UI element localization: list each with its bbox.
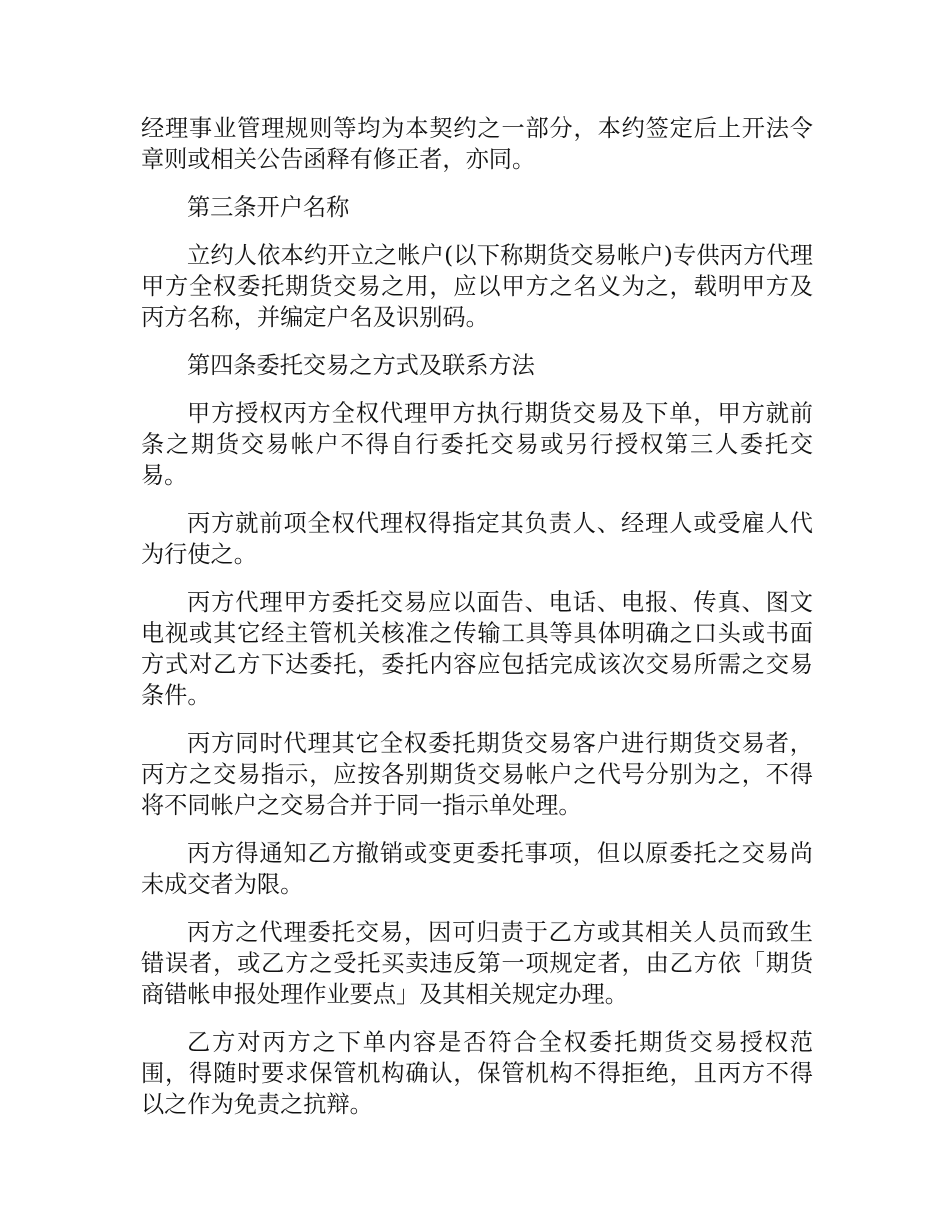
paragraph-continuation: 经理事业管理规则等均为本契约之一部分，本约签定后上开法令章则或相关公告函释有修正者，亦同。 [141,115,813,173]
article-4-paragraph-2: 丙方就前项全权代理权得指定其负责人、经理人或受雇人代为行使之。 [141,510,813,568]
article-4-heading: 第四条委托交易之方式及联系方法 [187,352,535,379]
article-4-paragraph-7: 乙方对丙方之下单内容是否符合全权委托期货交易授权范围，得随时要求保管机构确认，保管机构不得拒绝，且丙方不得以之作为免责之抗辩。 [141,1029,813,1118]
article-4-paragraph-4: 丙方同时代理其它全权委托期货交易客户进行期货交易者，丙方之交易指示，应按各别期货交易帐户之代号分别为之，不得将不同帐户之交易合并于同一指示单处理。 [141,730,813,819]
article-3-heading: 第三条开户名称 [187,194,350,221]
document-page [141,113,813,1137]
article-4-paragraph-6: 丙方之代理委托交易，因可归责于乙方或其相关人员而致生错误者，或乙方之受托买卖违反第一项规定者，由乙方依「期货商错帐申报处理作业要点」及其相关规定办理。 [141,919,813,1008]
article-4-paragraph-5: 丙方得通知乙方撤销或变更委托事项，但以原委托之交易尚未成交者为限。 [141,840,813,898]
article-4-paragraph-1: 甲方授权丙方全权代理甲方执行期货交易及下单，甲方就前条之期货交易帐户不得自行委托交易或另行授权第三人委托交易。 [141,400,813,489]
article-4-paragraph-3: 丙方代理甲方委托交易应以面告、电话、电报、传真、图文电视或其它经主管机关核准之传输工具等具体明确之口头或书面方式对乙方下达委托，委托内容应包括完成该次交易所需之交易条件。 [141,589,813,709]
article-3-paragraph: 立约人依本约开立之帐户(以下称期货交易帐户)专供丙方代理甲方全权委托期货交易之用，应以甲方之名义为之，载明甲方及丙方名称，并编定户名及识别码。 [141,242,813,331]
